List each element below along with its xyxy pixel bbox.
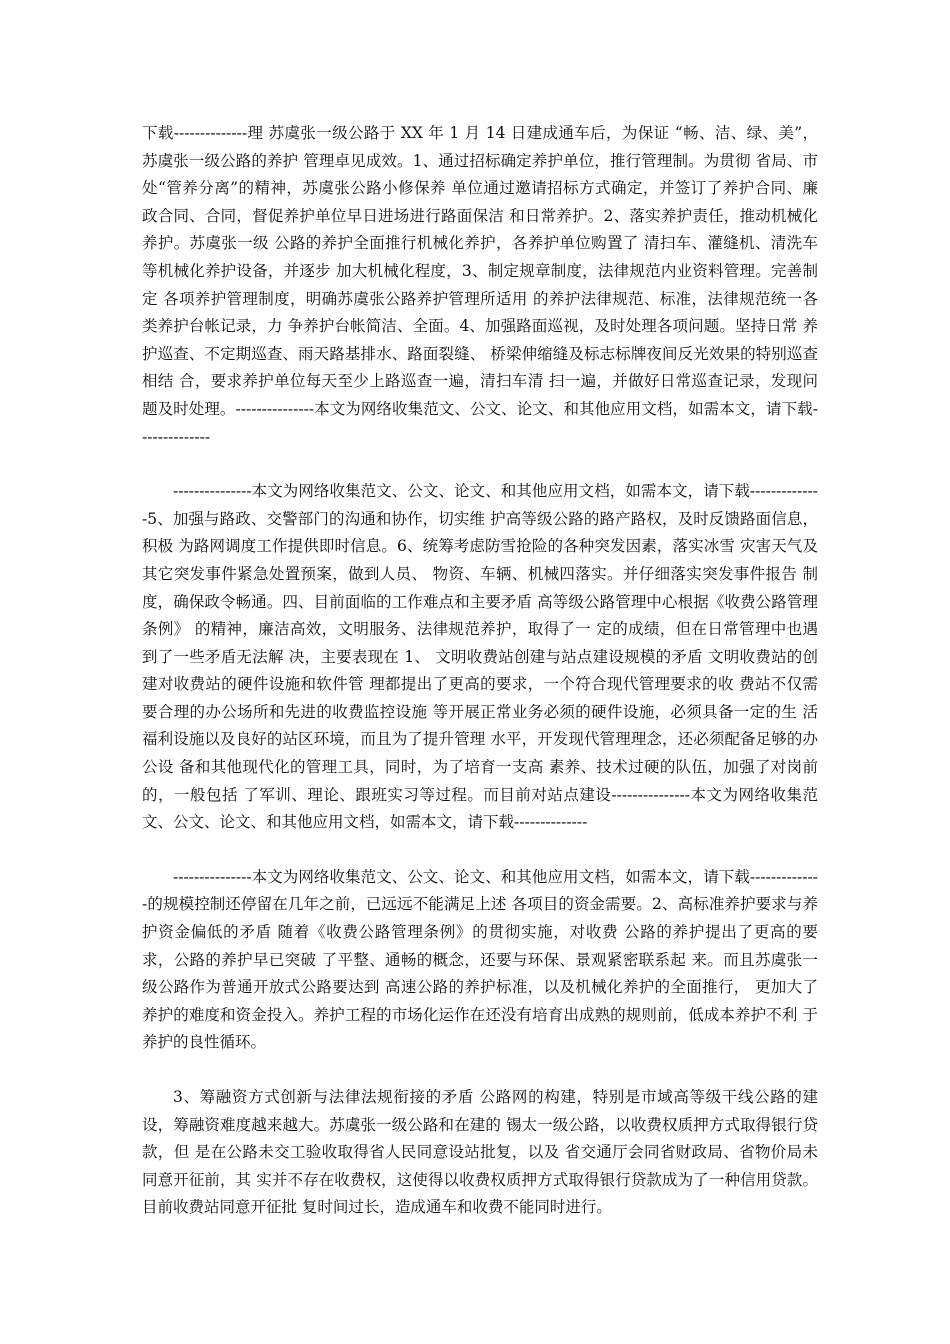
paragraph-gap <box>142 837 818 864</box>
document-page <box>142 120 818 1222</box>
paragraph-3: ---------------本文为网络收集范文、公文、论文、和其他应用文档，如需本文，请下载--------------的规模控制还停留在几年之前，已远远不能满足上述 各项目的资金需要。2、高标准养护要求与养护资金偏低的矛盾 随着《收费公路管理条例》的贯彻实施，对收费 公路的养护提出了更高的要求，公路的养护早已突破 了平整、通畅的概念，还要与环保、景观紧密联系起 来。而且苏虞张一级公路作为普通开放式公路要达到 高速公路的养护标准，以及机械化养护的全面推行， 更加大了养护的难度和资金投入。养护工程的市场化运作在还没有培育出成熟的规则前，低成本养护不利 于养护的良性循环。 <box>142 867 818 1052</box>
paragraph-gap <box>142 451 818 478</box>
paragraph-1: 下载--------------理 苏虞张一级公路于 XX 年 1 月 14 日建成通车后，为保证 “畅、洁、绿、美”， 苏虞张一级公路的养护 管理卓见成效。1、通过招标确定养护单位，推行管理制。为贯彻 省局、市处“管养分离”的精神，苏虞张公路小修保养 单位通过邀请招标方式确定，并签订了养护合同、廉 政合同、合同，督促养护单位早日进场进行路面保洁 和日常养护。2、落实养护责任，推动机械化养护。苏虞张一级 公路的养护全面推行机械化养护，各养护单位购置了 清扫车、灌缝机、清洗车等机械化养护设备，并逐步 加大机械化程度，3、制定规章制度，法律规范内业资料管理。完善制定 各项养护管理制度，明确苏虞张公路养护管理所适用 的养护法律规范、标准，法律规范统一各类养护台帐记录，力 争养护台帐简洁、全面。4、加强路面巡视，及时处理各项问题。坚持日常 养护巡查、不定期巡查、雨天路基排水、路面裂缝、 桥梁伸缩缝及标志标牌夜间反光效果的特别巡查相结 合，要求养护单位每天至少上路巡查一遍，清扫车清 扫一遍，并做好日常巡查记录，发现问题及时处理。---------------本文为网络收集范文、公文、论文、和其他应用文档，如需本文，请下载-------------- <box>142 124 818 446</box>
paragraph-4: 3、筹融资方式创新与法律法规衔接的矛盾 公路网的构建，特别是市域高等级干线公路的建 设，筹融资难度越来越大。苏虞张一级公路和在建的 锡太一级公路，以收费权质押方式取得银行贷款，但 是在公路未交工验收取得省人民同意设站批复，以及 省交通厅会同省财政局、省物价局未同意开征前，其 实并不存在收费权，这使得以收费权质押方式取得银行贷款成为了一种信用贷款。目前收费站同意开征批 复时间过长，造成通车和收费不能同时进行。 <box>142 1088 818 1217</box>
paragraph-2: ---------------本文为网络收集范文、公文、论文、和其他应用文档，如需本文，请下载--------------5、加强与路政、交警部门的沟通和协作，切实维 护高等级公路的路产路权，及时反馈路面信息，积极 为路网调度工作提供即时信息。6、统筹考虑防雪抢险的各种突发因素，落实冰雪 灾害天气及其它突发事件紧急处置预案，做到人员、 物资、车辆、机械四落实。并仔细落实突发事件报告 制度，确保政令畅通。四、目前面临的工作难点和主要矛盾 高等级公路管理中心根据《收费公路管理条例》 的精神，廉洁高效，文明服务、法律规范养护，取得了一 定的成绩，但在日常管理中也遇到了一些矛盾无法解 决，主要表现在 1、 文明收费站创建与站点建设规模的矛盾 文明收费站的创建对收费站的硬件设施和软件管 理都提出了更高的要求，一个符合现代管理要求的收 费站不仅需要合理的办公场所和先进的收费监控设施 等开展正常业务必须的硬件设施，必须具备一定的生 活福利设施以及良好的站区环境，而且为了提升管理 水平，开发现代管理理念，还必须配备足够的办公设 备和其他现代化的管理工具，同时，为了培育一支高 素养、技术过硬的队伍，加强了对岗前的，一般包括 了军训、理论、跟班实习等过程。而目前对站点建设---------------本文为网络收集范文、公文、论文、和其他应用文档，如需本文，请下载-------------- <box>142 482 818 832</box>
paragraph-gap <box>142 1057 818 1084</box>
